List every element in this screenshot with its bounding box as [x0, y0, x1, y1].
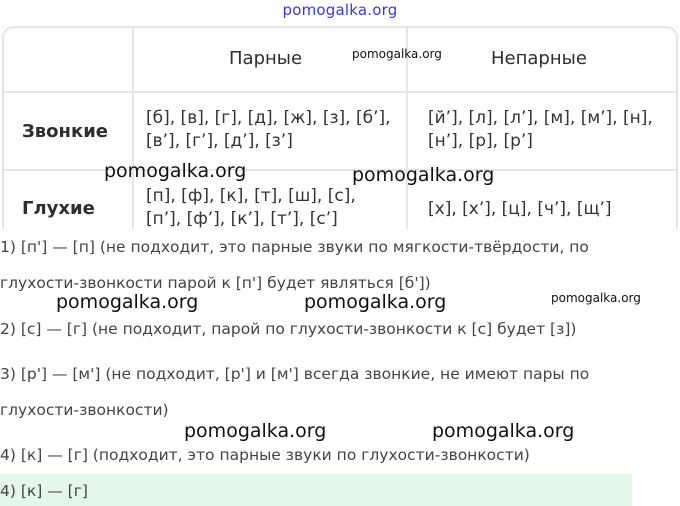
- header-paired: Парные: [229, 48, 303, 69]
- watermark: pomogalka.org: [551, 291, 641, 305]
- cell-voiceless-unpaired: [х], [х’], [ц], [ч’], [щ’]: [428, 199, 612, 219]
- answer-1-line-2: глухости-звонкости парой к [п'] будет являться [б']): [0, 274, 431, 292]
- phonetics-table: [2, 26, 678, 229]
- answer-3-line-2: глухости-звонкости): [0, 401, 169, 419]
- cell-voiced-paired: [146, 107, 391, 153]
- cell-line: [й’], [л], [л’], [м], [м’], [н],: [428, 108, 653, 128]
- cell-voiced-unpaired: [428, 107, 653, 153]
- watermark: pomogalka.org: [104, 160, 247, 182]
- cell-line: [н’], [р], [р’]: [428, 131, 533, 151]
- watermark: pomogalka.org: [352, 164, 495, 186]
- cell-line: [п’], [ф’], [к’], [т’], [с’]: [146, 209, 338, 229]
- watermark: pomogalka.org: [304, 291, 447, 313]
- cell-voiceless-paired: [146, 185, 356, 229]
- row-label-voiced: Звонкие: [22, 121, 109, 142]
- row-label-voiceless: Глухие: [22, 198, 95, 219]
- watermark-top[interactable]: pomogalka.org: [282, 1, 398, 19]
- watermark: pomogalka.org: [56, 291, 199, 313]
- watermark: pomogalka.org: [432, 420, 575, 442]
- final-answer: 4) [к] — [г]: [0, 482, 88, 500]
- header-unpaired: Непарные: [491, 48, 587, 69]
- table-divider-row1: [4, 91, 676, 93]
- answer-4: 4) [к] — [г] (подходит, это парные звуки по глухости-звонкости): [0, 446, 530, 464]
- answer-1-line-1: 1) [п'] — [п] (не подходит, это парные звуки по мягкости-твёрдости, по: [0, 238, 589, 256]
- cell-line: [б], [в], [г], [д], [ж], [з], [б’],: [146, 108, 391, 128]
- answer-2: 2) [с] — [г] (не подходит, парой по глухости-звонкости к [с] будет [з]): [0, 320, 577, 338]
- watermark: pomogalka.org: [352, 47, 442, 61]
- answer-highlight: [0, 474, 632, 506]
- cell-line: [п], [ф], [к], [т], [ш], [с],: [146, 186, 356, 206]
- cell-line: [в’], [г’], [д’], [з’]: [146, 131, 293, 151]
- answer-3-line-1: 3) [р'] — [м'] (не подходит, [р'] и [м'] всегда звонкие, не имеют пары по: [0, 365, 590, 383]
- watermark: pomogalka.org: [184, 420, 327, 442]
- table-divider-col1: [132, 28, 134, 229]
